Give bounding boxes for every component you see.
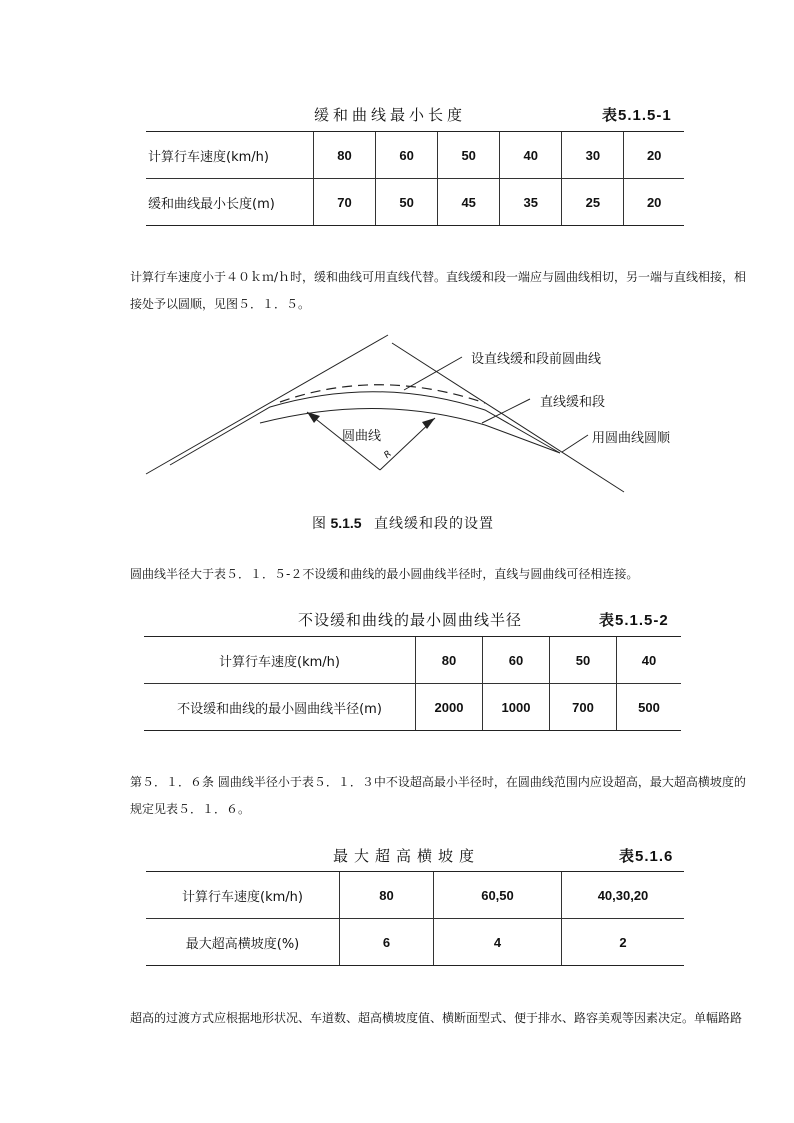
paragraph-4: 超高的过渡方式应根据地形状况、车道数、超高横坡度值、横断面型式、便于排水、路容美观等因素决定。单幅路路 <box>130 1011 743 1025</box>
table1-caption: 缓和曲线最小长度 <box>314 106 467 124</box>
table1-cell: 40 <box>500 132 562 179</box>
table2-cell: 1000 <box>483 684 550 731</box>
table1-cell: 60 <box>376 132 438 179</box>
tangent-line-left <box>146 335 388 474</box>
figure-label-circle: 圆曲线 <box>342 429 382 444</box>
table3-cell: 40,30,20 <box>562 872 685 919</box>
table2-row2-label: 不设缓和曲线的最小圆曲线半径(m) <box>144 684 416 731</box>
table2-caption: 不设缓和曲线的最小圆曲线半径 <box>298 611 523 629</box>
table1-cell: 50 <box>376 179 438 226</box>
table3-row2-label: 最大超高横坡度(%) <box>146 919 340 966</box>
table1-cell: 20 <box>624 179 684 226</box>
figure-label-smooth: 用圆曲线圆顺 <box>592 431 671 446</box>
leader-line-1 <box>404 357 462 390</box>
table1-cell: 80 <box>314 132 376 179</box>
table1-row2-label: 缓和曲线最小长度(m) <box>146 179 314 226</box>
table3 <box>146 871 684 966</box>
table1-cell: 70 <box>314 179 376 226</box>
table3-row1-label: 计算行车速度(km/h) <box>146 872 340 919</box>
figure-caption-prefix: 图 <box>312 516 326 532</box>
table3-number: 表5.1.6 <box>619 848 674 865</box>
table1-cell: 30 <box>562 132 624 179</box>
paragraph-1: 计算行车速度小于４０ｋｍ/ｈ时，缓和曲线可用直线代替。直线缓和段一端应与圆曲线相切，另一端与直线相接，相接处予以圆顺，见图５．１．５。 <box>130 270 747 311</box>
figure-label-before-curve: 设直线缓和段前圆曲线 <box>471 352 602 367</box>
leader-line-2 <box>482 399 530 423</box>
figure-caption-number: 5.1.5 <box>330 515 362 531</box>
table1-cell: 35 <box>500 179 562 226</box>
table2-cell: 700 <box>550 684 617 731</box>
table3-cell: 6 <box>340 919 434 966</box>
table2-cell: 2000 <box>416 684 483 731</box>
table1-number: 表5.1.5-1 <box>602 107 672 124</box>
figure-label-transition: 直线缓和段 <box>540 395 606 410</box>
table1-cell: 25 <box>562 179 624 226</box>
table2-cell: 60 <box>483 637 550 684</box>
table2-number: 表5.1.5-2 <box>599 612 669 629</box>
arrowhead-right <box>422 418 435 429</box>
paragraph-2: 圆曲线半径大于表５．１．５-２不设缓和曲线的最小圆曲线半径时，直线与圆曲线可径相连接。 <box>130 567 639 581</box>
figure-label-radius: R <box>382 449 394 461</box>
figure-caption-text: 直线缓和段的设置 <box>374 516 495 532</box>
table2-cell: 80 <box>416 637 483 684</box>
dashed-original-curve <box>280 385 485 403</box>
table1-cell: 45 <box>438 179 500 226</box>
leader-line-3 <box>562 435 588 452</box>
table1-cell: 20 <box>624 132 684 179</box>
table3-cell: 80 <box>340 872 434 919</box>
table3-cell: 2 <box>562 919 685 966</box>
table2-cell: 500 <box>617 684 682 731</box>
paragraph-3: 第５．１．６条 圆曲线半径小于表５．１．３中不设超高最小半径时，在圆曲线范围内应设超高，最大超高横坡度的规定见表５．１．６。 <box>130 775 746 816</box>
table1 <box>146 131 684 226</box>
final-curve-inner <box>260 408 560 453</box>
table3-cell: 4 <box>434 919 562 966</box>
table1-row1-label: 计算行车速度(km/h) <box>146 132 314 179</box>
table2-row1-label: 计算行车速度(km/h) <box>144 637 416 684</box>
table1-cell: 50 <box>438 132 500 179</box>
table3-cell: 60,50 <box>434 872 562 919</box>
table2-cell: 50 <box>550 637 617 684</box>
figure-caption <box>312 513 494 533</box>
table2-cell: 40 <box>617 637 682 684</box>
table2 <box>144 636 681 731</box>
table3-caption: 最大超高横坡度 <box>333 847 481 865</box>
